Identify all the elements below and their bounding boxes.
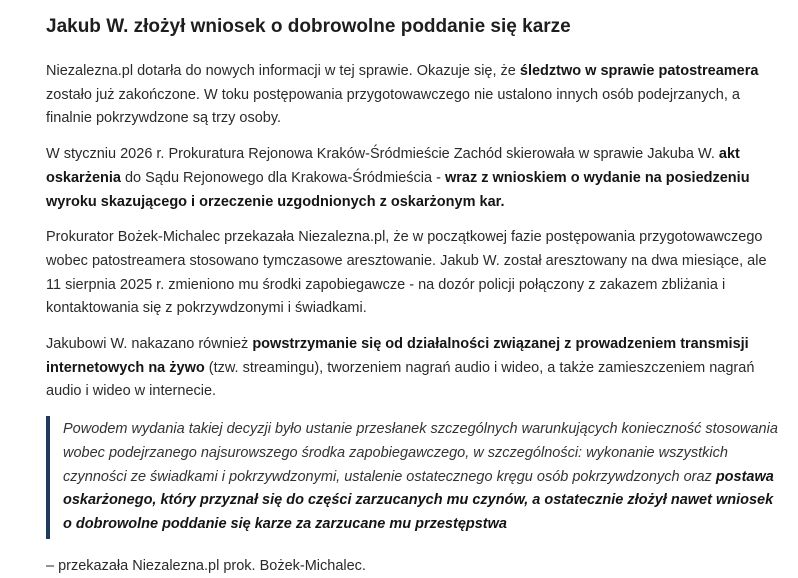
quote-attribution: – przekazała Niezalezna.pl prok. Bożek-Michalec. [46, 557, 366, 574]
article-heading: Jakub W. złożył wniosek o dobrowolne poddanie się karze [46, 16, 571, 37]
paragraph-2-text-b: do Sądu Rejonowego dla Krakowa-Śródmieścia - [120, 169, 445, 186]
quote-text-a: Powodem wydania takiej decyzji było ustanie przesłanek szczególnych warunkujących konieczność stosowania wobec podejrzanego najsurowszego środka zapobiegawczego, w szczególności: wykonanie wszystkich czynności ze świadkami i pokrzywdzonymi, ustalenie ostatecznego kręgu osób pokrzywdzonych oraz [63, 421, 778, 485]
paragraph-1 [46, 60, 778, 131]
paragraph-2 [46, 143, 778, 214]
paragraph-4-text-a: Jakubowi W. nakazano również [46, 336, 253, 353]
paragraph-2-text-a: W styczniu 2026 r. Prokuratura Rejonowa Kraków-Śródmieście Zachód skierowała w sprawie Jakuba W. [46, 146, 719, 163]
prosecutor-quote [46, 416, 778, 539]
paragraph-2-bold-a: akt oskarżenia [46, 146, 740, 186]
paragraph-4-bold-a: powstrzymanie się od działalności związanej z prowadzeniem transmisji internetowych na żywo [46, 336, 749, 376]
paragraph-2-bold-b: wraz z wnioskiem o wydanie na posiedzeniu wyroku skazującego i orzeczenie uzgodnionych z oskarżonym kar. [46, 169, 750, 210]
paragraph-4-text-b: (tzw. streamingu), tworzeniem nagrań audio i wideo, a także zamieszczeniem nagrań audio i wideo w internecie. [46, 359, 755, 400]
paragraph-3 [46, 226, 778, 321]
paragraph-1-bold-a: śledztwo w sprawie patostreamera [519, 63, 759, 79]
paragraph-3-text-a: Prokurator Bożek-Michalec przekazała Niezalezna.pl, że w początkowej fazie postępowania przygotowawczego wobec patostreamera stosowano tymczasowe aresztowanie. Jakub W. został aresztowany na dwa miesiące, ale 11 sierpnia 2025 r. zmieniono mu środki zapobiegawcze - na dozór policji połączony z zakazem zbliżania i kontaktowania się z pokrzywdzonymi i świadkami. [46, 229, 767, 317]
quote-bold-a: postawa oskarżonego, który przyznał się do części zarzucanych mu czynów, a ostatecznie złożył nawet wniosek o dobrowolne poddanie się karze za zarzucane mu przestępstwa [63, 468, 774, 532]
paragraph-1-text-a: Niezalezna.pl dotarła do nowych informacji w tej sprawie. Okazuje się, że [46, 63, 520, 79]
paragraph-1-text-b: zostało już zakończone. W toku postępowania przygotowawczego nie ustalono innych osób podejrzanych, a finalnie pokrzywdzone są trzy osoby. [46, 86, 740, 127]
paragraph-4 [46, 333, 778, 404]
